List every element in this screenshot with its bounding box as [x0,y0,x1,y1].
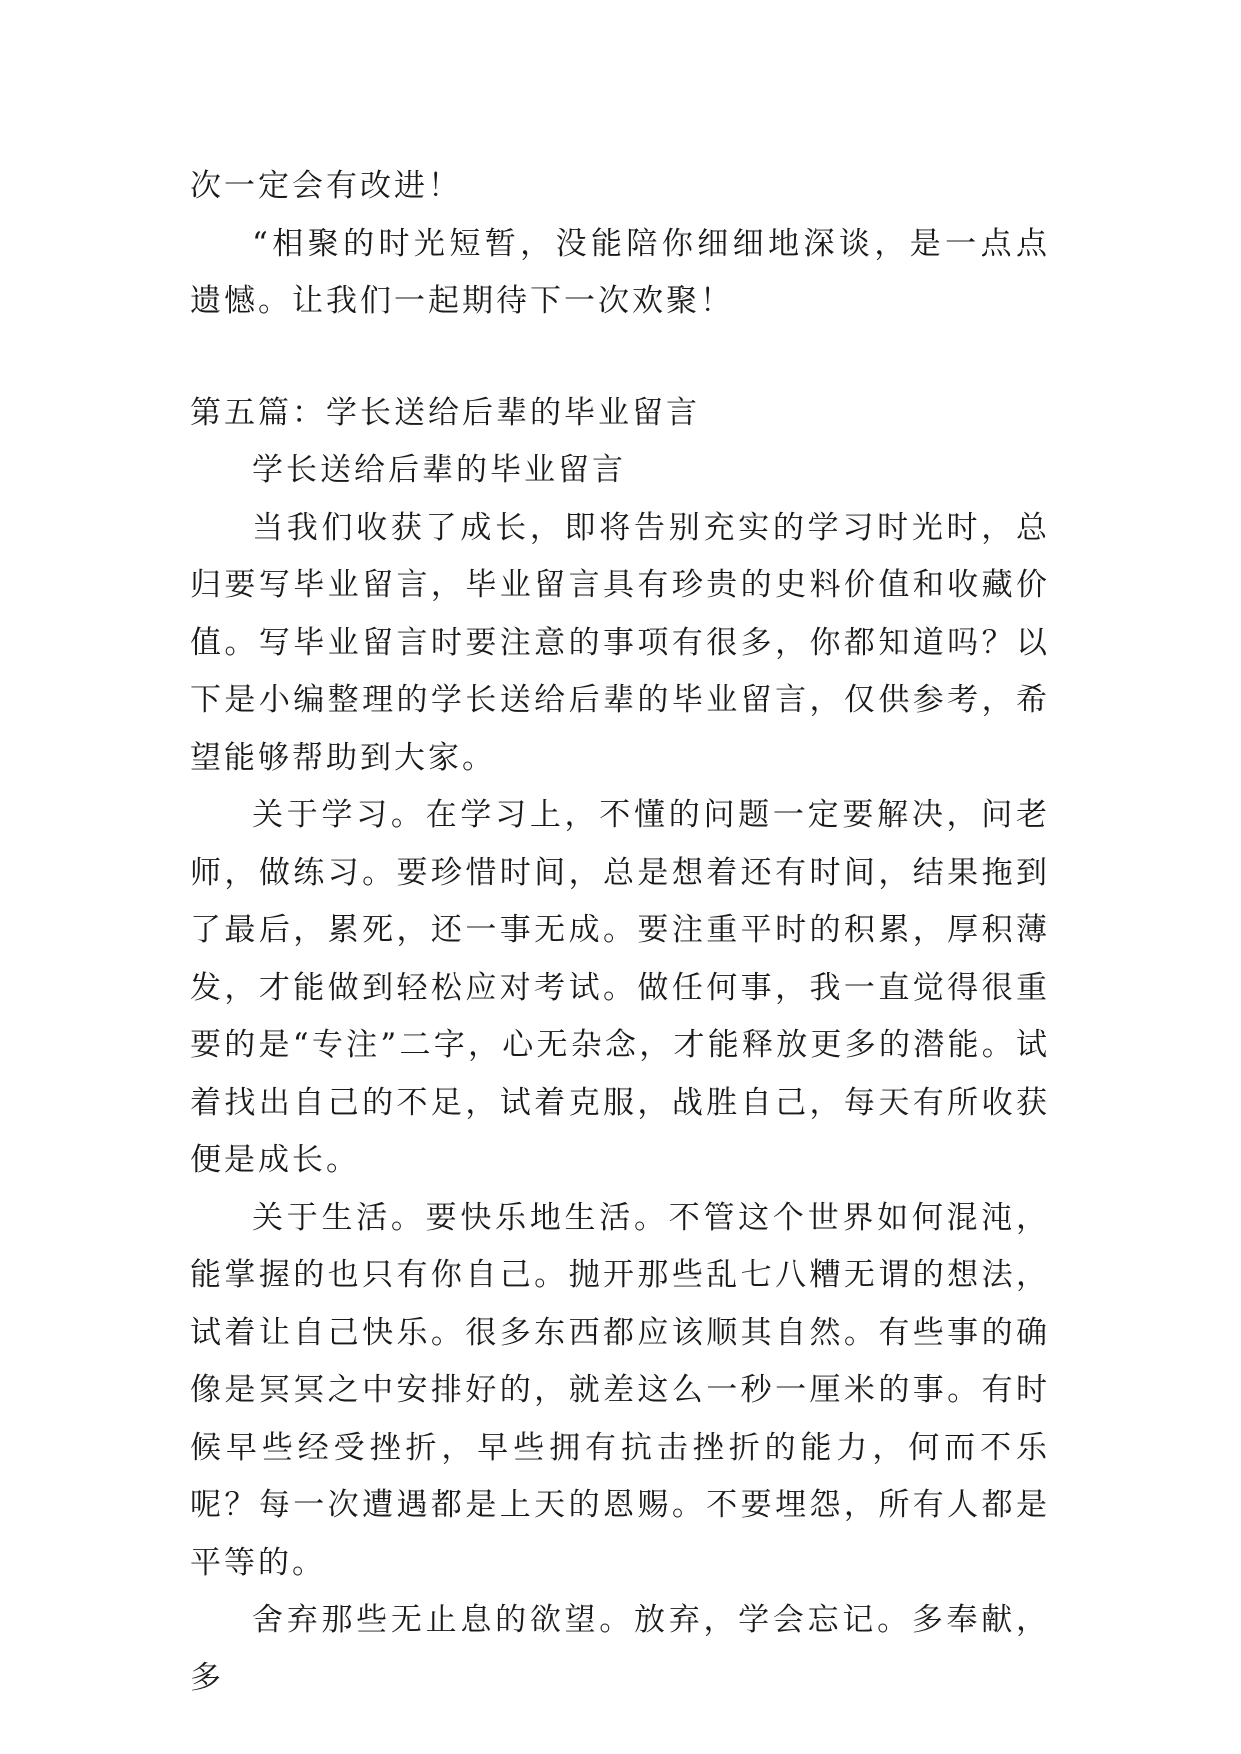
body-paragraph-desire: 舍弃那些无止息的欲望。放弃，学会忘记。多奉献，多 [190,1602,1050,1696]
section-subtitle: 学长送给后辈的毕业留言 [252,452,626,488]
paragraph-gap [190,331,1050,385]
document-body [190,158,1050,1707]
paragraph-quote: “相聚的时光短暂，没能陪你细细地深谈，是一点点遗憾。让我们一起期待下一次欢聚！ [190,225,1050,319]
section-heading: 第五篇：学长送给后辈的毕业留言 [190,394,700,431]
body-paragraph-study: 关于学习。在学习上，不懂的问题一定要解决，问老师，做练习。要珍惜时间，总是想着还有时间，结果拖到了最后，累死，还一事无成。要注重平时的积累，厚积薄发，才能做到轻松应对考试。做任何事，我一直觉得很重要的是“专注”二字，心无杂念，才能释放更多的潜能。试着找出自己的不足，试着克服，战胜自己，每天有所收获便是成长。 [190,797,1050,1178]
body-paragraph-life: 关于生活。要快乐地生活。不管这个世界如何混沌，能掌握的也只有你自己。抛开那些乱七八糟无谓的想法，试着让自己快乐。很多东西都应该顺其自然。有些事的确像是冥冥之中安排好的，就差这么一秒一厘米的事。有时候早些经受挫折，早些拥有抗击挫折的能力，何而不乐呢？每一次遭遇都是上天的恩赐。不要埋怨，所有人都是平等的。 [190,1199,1050,1581]
body-paragraph-intro: 当我们收获了成长，即将告别充实的学习时光时，总归要写毕业留言，毕业留言具有珍贵的史料价值和收藏价值。写毕业留言时要注意的事项有很多，你都知道吗？以下是小编整理的学长送给后辈的毕业留言，仅供参考，希望能够帮助到大家。 [190,509,1050,776]
paragraph-continuation: 次一定会有改进！ [190,168,462,204]
